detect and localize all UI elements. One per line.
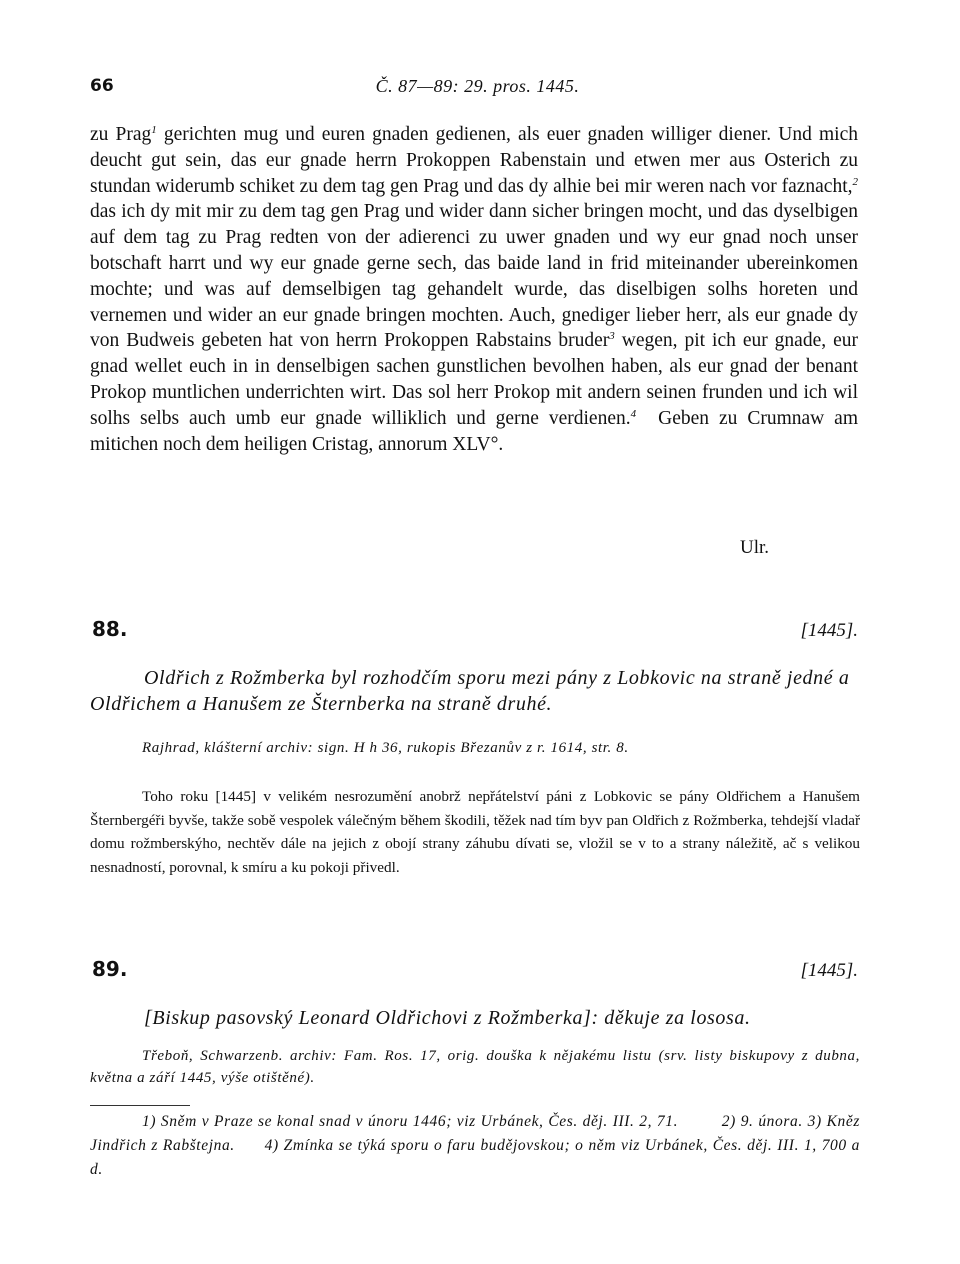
page-number: 66 (90, 76, 114, 96)
letter-text-segment: zu Prag (90, 124, 152, 145)
source-note-88: Rajhrad, klášterní archiv: sign. H h 36, rukopis Březanův z r. 1614, str. 8. (142, 740, 629, 756)
page-header (90, 76, 865, 100)
footnote-marker: 4 (630, 407, 637, 420)
letter-text-segment: das ich dy mit mir zu dem tag gen Prag und wider dann sicher bringen mocht, und das dyselbigen auf dem tag zu Prag redten von der adierenci zu uwer gnaden und wy eur gnad noch unser botschaft harrt und wy eur gnade gerne sech, das baide land in frid miteinander ubereinkomen mochte; und was auf demselbigen tag gehandelt wurde, das diselbigen solhs horeten und vernemen und wider an eur gnade bringen mochten. Auch, gnediger lieber herr, als eur gnade dy von Budweis gebeten hat von herrn Prokoppen Rabstains bruder (90, 201, 858, 352)
regest-89: [Biskup pasovský Leonard Oldřichovi z Rožmberka]: děkuje za lososa. (144, 1007, 751, 1029)
signature: Ulr. (740, 537, 770, 558)
running-title: Č. 87—89: 29. pros. 1445. (375, 76, 580, 96)
footnote-marker: 2 (852, 175, 858, 188)
document-number-89: 89. (92, 957, 128, 981)
document-number-88: 88. (92, 617, 128, 641)
document-date-88: [1445]. (800, 620, 858, 641)
footnote-2: 2) 9. února. (721, 1113, 803, 1130)
letter-text-segment: wegen, pit ich eur gnade, eur gnad wellet euch in in denselbigen sachen gunstlichen bevolhen haben, als eur gnad der benant Prokop muntlichen underrichten wirt. Das sol herr Prokop mit andern seinen frunden und ich wil solhs selbs auch umb eur gnade williklich und gerne verdienen. (90, 330, 858, 429)
footnote-4: 4) Zmínka se týká sporu o faru budějovskou; o něm viz Urbánek, Čes. děj. III. 1, 700 a d. (90, 1137, 861, 1178)
regest-88: Oldřich z Rožmberka byl rozhodčím sporu mezi pány z Lobkovic na straně jedné a Oldřichem a Hanušem ze Šternberka na straně druhé. (90, 667, 850, 715)
letter-text-segment: Geben zu Crumnaw am mitichen noch dem heiligen Cristag, annorum XLV°. (90, 407, 858, 455)
letter-text-segment: gerichten mug und euren gnaden gedienen, als euer gnaden williger diener. Und mich deucht gut sein, das eur gnade herrn Prokoppen Rabenstain und etwen mer aus Osterich zu stundan widerumb schiket zu dem tag gen Prag und das dy alhie bei mir weren nach vor faznacht, (90, 124, 858, 197)
letter-text-87 (90, 122, 858, 457)
text-paragraph: Toho roku [1445] v velikém nesrozumění anobrž nepřátelství páni z Lobkovic se pány Oldřichem a Hanušem Šternbergéři byvše, takže sobě vespolek válečným během škodili, těžek nad tím byv pan Oldřich z Rožmberka, tehdejší vladař domu rožmberskýho, nechtěv dále na jejich z obojí strany záhubu dívati se, vložil se v to a strany náležitě, ač s velikou nesnadností, porovnal, k smíru a ku pokoji přivedl. (90, 788, 860, 876)
footnote-marker: 1 (151, 124, 157, 136)
footnote-marker: 3 (609, 330, 615, 343)
footnote-separator (90, 1105, 190, 1106)
document-text-88 (90, 785, 860, 879)
footnote-3: 3) Kněz Jindřich z Rabštejna. (90, 1113, 860, 1154)
document-date-89: [1445]. (800, 960, 858, 981)
source-note-89: Třeboň, Schwarzenb. archiv: Fam. Ros. 17, orig. douška k nějakému listu (srv. listy biskupovy z dubna, května a září 1445, výše otištěné). (90, 1048, 860, 1086)
footnotes (90, 1110, 860, 1182)
footnote-1: 1) Sněm v Praze se konal snad v únoru 1446; viz Urbánek, Čes. děj. III. 2, 71. (142, 1113, 679, 1130)
